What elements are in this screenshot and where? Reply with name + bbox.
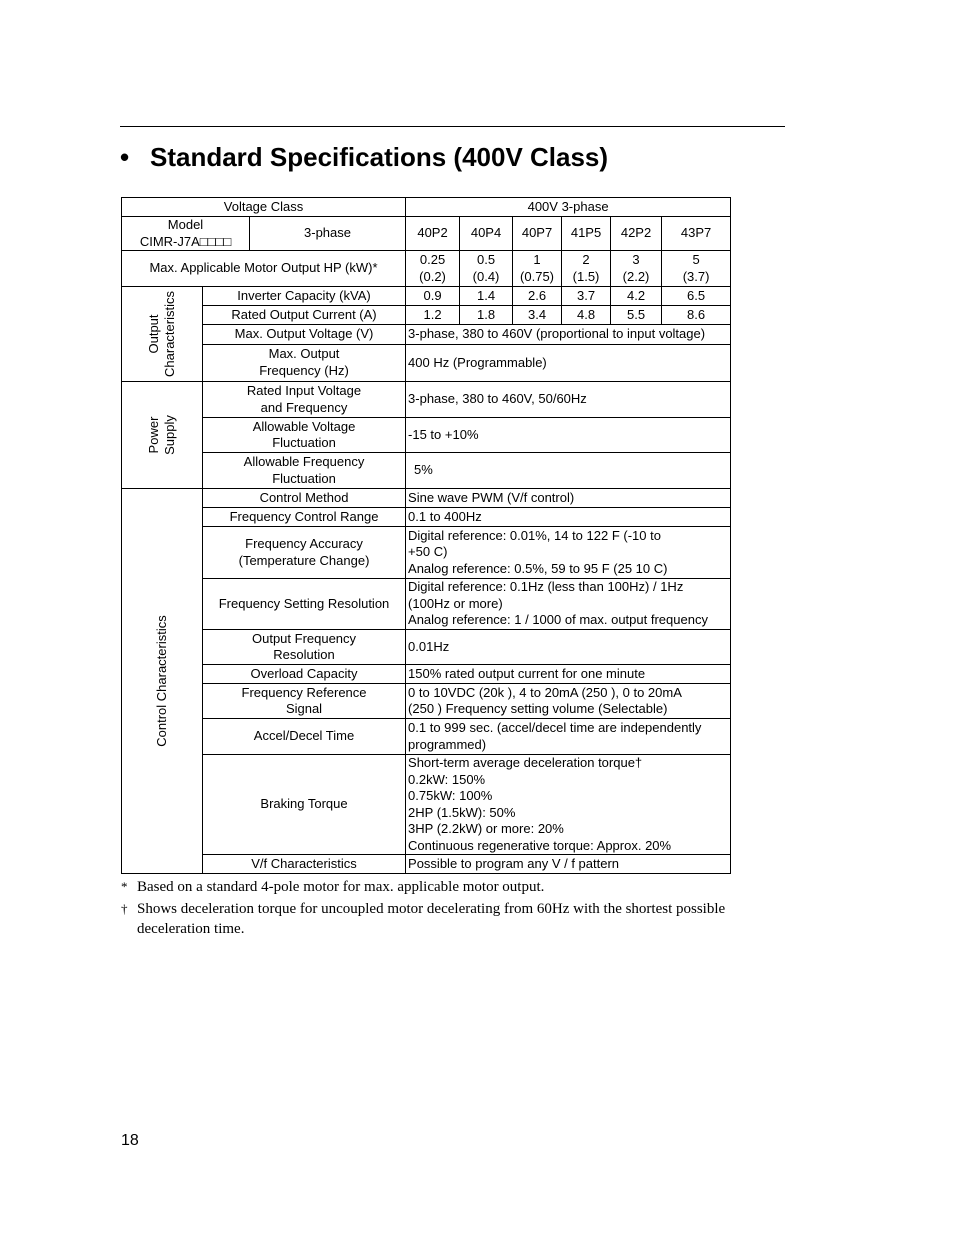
max-motor-cell bbox=[562, 251, 611, 287]
footnote-text: Based on a standard 4-pole motor for max. applicable motor output. bbox=[137, 879, 545, 895]
max-motor-hp: 2 bbox=[582, 252, 590, 267]
braking-line: 0.75kW: 100% bbox=[408, 788, 493, 803]
max-motor-kw: (1.5) bbox=[572, 268, 600, 284]
inverter-capacity-cell: 1.4 bbox=[460, 287, 513, 306]
allow-volt-value: -15 to +10% bbox=[406, 418, 731, 453]
freq-acc-label-2: (Temperature Change) bbox=[238, 552, 370, 568]
row-rated-current bbox=[122, 306, 731, 325]
row-voltage-class bbox=[122, 198, 731, 217]
freq-acc-label-1: Frequency Accuracy bbox=[245, 536, 363, 551]
inverter-capacity-cell: 6.5 bbox=[662, 287, 731, 306]
footnotes bbox=[121, 877, 741, 941]
row-max-frequency bbox=[122, 344, 731, 381]
max-motor-hp: 1 bbox=[533, 252, 541, 267]
freq-acc-value-3: Analog reference: 0.5%, 59 to 95 F (25 10 C) bbox=[408, 560, 668, 576]
rated-current-cell: 1.2 bbox=[406, 306, 460, 325]
phase-label: 3-phase bbox=[250, 217, 406, 251]
inverter-capacity-cell: 4.2 bbox=[611, 287, 662, 306]
braking-value bbox=[406, 755, 731, 855]
freq-ref-label-1: Frequency Reference bbox=[241, 684, 367, 700]
rated-current-cell: 3.4 bbox=[513, 306, 562, 325]
control-group-cell bbox=[122, 489, 203, 874]
freq-acc-label bbox=[203, 527, 406, 579]
freq-set-res-value-2: (100Hz or more) bbox=[408, 595, 503, 611]
overload-label: Overload Capacity bbox=[203, 665, 406, 684]
out-freq-res-label bbox=[203, 630, 406, 665]
top-rule bbox=[120, 126, 785, 127]
max-motor-hp: 3 bbox=[632, 252, 640, 267]
allow-volt-label-1: Allowable Voltage bbox=[252, 418, 356, 434]
spec-table bbox=[121, 197, 731, 874]
row-model bbox=[122, 217, 731, 251]
model-label-2: CIMR-J7A□□□□ bbox=[139, 233, 232, 249]
model-cell: 40P4 bbox=[460, 217, 513, 251]
row-control-method bbox=[122, 489, 731, 508]
model-cell: 40P7 bbox=[513, 217, 562, 251]
control-method-value: Sine wave PWM (V/f control) bbox=[406, 489, 731, 508]
max-motor-cell bbox=[406, 251, 460, 287]
inverter-capacity-cell: 3.7 bbox=[562, 287, 611, 306]
freq-ref-label bbox=[203, 684, 406, 719]
max-voltage-value: 3-phase, 380 to 460V (proportional to input voltage) bbox=[406, 325, 731, 344]
output-group-label: Output Characteristics bbox=[146, 291, 177, 377]
max-motor-cell bbox=[611, 251, 662, 287]
row-out-freq-res bbox=[122, 630, 731, 665]
row-max-motor bbox=[122, 251, 731, 287]
power-group-label: Power Supply bbox=[146, 415, 177, 455]
allow-freq-label-1: Allowable Frequency bbox=[243, 454, 365, 469]
rated-input-label-2: and Frequency bbox=[260, 399, 348, 415]
row-inverter-capacity bbox=[122, 287, 731, 306]
braking-line: 0.2kW: 150% bbox=[408, 771, 486, 787]
row-accel bbox=[122, 719, 731, 755]
accel-value-2: programmed) bbox=[408, 736, 487, 752]
freq-ref-value-2: (250 ) Frequency setting volume (Selectable) bbox=[408, 701, 668, 716]
max-motor-kw: (0.2) bbox=[419, 268, 446, 284]
allow-freq-value: 5% bbox=[406, 453, 731, 489]
voltage-class-value: 400V 3-phase bbox=[406, 198, 731, 217]
footnote-mark: † bbox=[121, 901, 128, 916]
model-cell: 40P2 bbox=[406, 217, 460, 251]
freq-set-res-value bbox=[406, 579, 731, 630]
vf-label: V/f Characteristics bbox=[203, 855, 406, 874]
inverter-capacity-cell: 2.6 bbox=[513, 287, 562, 306]
power-group-wrap bbox=[124, 383, 200, 487]
output-group-wrap bbox=[124, 287, 200, 381]
max-motor-hp: 0.5 bbox=[476, 252, 496, 267]
model-cell: 41P5 bbox=[562, 217, 611, 251]
max-motor-cell bbox=[460, 251, 513, 287]
output-group-cell bbox=[122, 287, 203, 382]
braking-label: Braking Torque bbox=[203, 755, 406, 855]
max-motor-kw: (0.75) bbox=[520, 268, 555, 284]
max-freq-label-1: Max. Output bbox=[268, 346, 340, 362]
model-label-1: Model bbox=[167, 217, 204, 232]
title-bullet: • bbox=[120, 142, 130, 172]
freq-set-res-value-3: Analog reference: 1 / 1000 of max. output frequency bbox=[408, 612, 708, 628]
braking-line: 3HP (2.2kW) or more: 20% bbox=[408, 821, 564, 836]
row-allow-voltage bbox=[122, 418, 731, 453]
rated-current-cell: 5.5 bbox=[611, 306, 662, 325]
row-freq-range bbox=[122, 508, 731, 527]
freq-set-res-label: Frequency Setting Resolution bbox=[203, 579, 406, 630]
allow-volt-label-2: Fluctuation bbox=[272, 435, 336, 450]
allow-freq-label-2: Fluctuation bbox=[272, 470, 336, 486]
model-cell: 43P7 bbox=[662, 217, 731, 251]
row-allow-frequency bbox=[122, 453, 731, 489]
rated-current-cell: 4.8 bbox=[562, 306, 611, 325]
braking-line: 2HP (1.5kW): 50% bbox=[408, 804, 516, 820]
accel-value bbox=[406, 719, 731, 755]
freq-ref-value bbox=[406, 684, 731, 719]
max-motor-label: Max. Applicable Motor Output HP (kW)* bbox=[122, 251, 406, 287]
model-cell: 42P2 bbox=[611, 217, 662, 251]
title-text: Standard Specifications (400V Class) bbox=[150, 142, 609, 172]
rated-current-cell: 1.8 bbox=[460, 306, 513, 325]
braking-line: Short-term average deceleration torque† bbox=[408, 755, 643, 770]
vf-value: Possible to program any V / f pattern bbox=[406, 855, 731, 874]
freq-acc-value bbox=[406, 527, 731, 579]
row-freq-setting-res bbox=[122, 579, 731, 630]
freq-acc-value-1: Digital reference: 0.01%, 14 to 122 F (-10 to bbox=[408, 527, 661, 543]
freq-acc-value-2: +50 C) bbox=[408, 544, 448, 560]
control-group-wrap bbox=[124, 489, 200, 873]
max-motor-cell bbox=[513, 251, 562, 287]
max-freq-label-2: Frequency (Hz) bbox=[259, 362, 349, 378]
overload-value: 150% rated output current for one minute bbox=[406, 665, 731, 684]
max-motor-cell bbox=[662, 251, 731, 287]
inverter-capacity-cell: 0.9 bbox=[406, 287, 460, 306]
control-method-label: Control Method bbox=[203, 489, 406, 508]
freq-set-res-value-1: Digital reference: 0.1Hz (less than 100Hz) / 1Hz bbox=[408, 579, 684, 595]
allow-volt-label bbox=[203, 418, 406, 453]
control-group-label: Control Characteristics bbox=[154, 615, 169, 747]
footnote bbox=[121, 899, 741, 939]
model-label bbox=[122, 217, 250, 251]
max-motor-kw: (0.4) bbox=[472, 268, 500, 284]
power-group-cell bbox=[122, 382, 203, 489]
max-motor-hp: 0.25 bbox=[419, 252, 446, 267]
row-rated-input bbox=[122, 382, 731, 418]
footnote-mark: * bbox=[121, 879, 128, 894]
row-max-voltage bbox=[122, 325, 731, 344]
row-overload bbox=[122, 665, 731, 684]
rated-current-label: Rated Output Current (A) bbox=[203, 306, 406, 325]
freq-range-value: 0.1 to 400Hz bbox=[406, 508, 731, 527]
max-motor-kw: (2.2) bbox=[622, 268, 650, 284]
voltage-class-label: Voltage Class bbox=[122, 198, 406, 217]
row-freq-reference bbox=[122, 684, 731, 719]
rated-input-value: 3-phase, 380 to 460V, 50/60Hz bbox=[406, 382, 731, 418]
rated-input-label bbox=[203, 382, 406, 418]
out-freq-res-label-1: Output Frequency bbox=[251, 630, 357, 646]
accel-label: Accel/Decel Time bbox=[203, 719, 406, 755]
freq-ref-label-2: Signal bbox=[285, 701, 323, 716]
out-freq-res-value: 0.01Hz bbox=[406, 630, 731, 665]
rated-input-label-1: Rated Input Voltage bbox=[246, 383, 362, 398]
rated-current-cell: 8.6 bbox=[662, 306, 731, 325]
row-freq-accuracy bbox=[122, 527, 731, 579]
max-motor-kw: (3.7) bbox=[682, 268, 710, 284]
accel-value-1: 0.1 to 999 sec. (accel/decel time are independently bbox=[408, 720, 702, 735]
allow-freq-label bbox=[203, 453, 406, 489]
max-freq-label bbox=[203, 344, 406, 381]
freq-ref-value-1: 0 to 10VDC (20k ), 4 to 20mA (250 ), 0 to 20mA bbox=[408, 684, 682, 700]
out-freq-res-label-2: Resolution bbox=[273, 647, 335, 662]
inverter-capacity-label: Inverter Capacity (kVA) bbox=[203, 287, 406, 306]
footnote bbox=[121, 877, 741, 897]
max-voltage-label: Max. Output Voltage (V) bbox=[203, 325, 406, 344]
page-title bbox=[120, 142, 608, 173]
row-braking bbox=[122, 755, 731, 855]
max-motor-hp: 5 bbox=[692, 252, 700, 267]
braking-line: Continuous regenerative torque: Approx. 20% bbox=[408, 837, 672, 853]
freq-range-label: Frequency Control Range bbox=[203, 508, 406, 527]
row-vf bbox=[122, 855, 731, 874]
footnote-text: Shows deceleration torque for uncoupled motor decelerating from 60Hz with the shortest possible deceleration time. bbox=[137, 901, 726, 937]
max-freq-value: 400 Hz (Programmable) bbox=[406, 344, 731, 381]
page-number: 18 bbox=[121, 1132, 139, 1149]
